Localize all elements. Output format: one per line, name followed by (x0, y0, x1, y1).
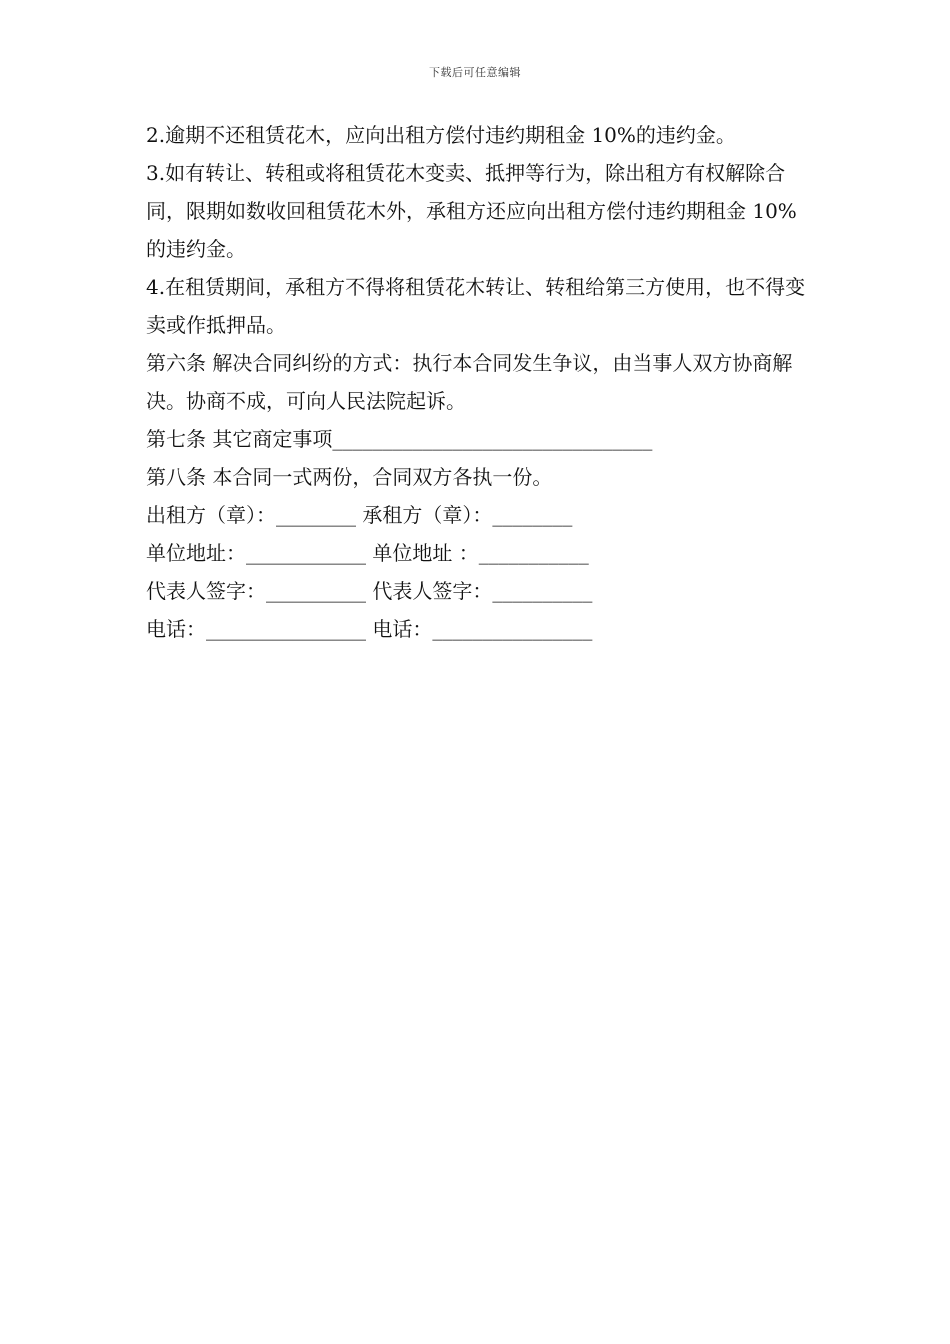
document-body (146, 116, 811, 648)
signature-representative-line: 代表人签字：__________ 代表人签字：__________ (146, 579, 593, 603)
signature-address-line: 单位地址：____________ 单位地址 ：___________ (146, 541, 589, 565)
signature-block (146, 496, 811, 648)
clause-item-3: 3.如有转让、转租或将租赁花木变卖、抵押等行为，除出租方有权解除合同，限期如数收回租赁花木外，承租方还应向出租方偿付违约期租金 10%的违约金。 (146, 161, 797, 261)
signature-seal-line: 出租方（章）：________ 承租方（章）：________ (146, 503, 573, 527)
article-6-dispute-resolution: 第六条 解决合同纠纷的方式：执行本合同发生争议，由当事人双方协商解决。协商不成，可向人民法院起诉。 (146, 351, 793, 413)
clause-item-2: 2.逾期不还租赁花木，应向出租方偿付违约期租金 10%的违约金。 (146, 123, 736, 147)
page-header-note: 下载后可任意编辑 (429, 66, 521, 79)
signature-phone-line: 电话：________________ 电话：________________ (146, 617, 593, 641)
clause-item-4: 4.在租赁期间，承租方不得将租赁花木转让、转租给第三方使用，也不得变卖或作抵押品。 (146, 275, 806, 337)
article-8-copies: 第八条 本合同一式两份，合同双方各执一份。 (146, 465, 553, 489)
article-7-other-matters: 第七条 其它商定事项________________________________ (146, 427, 653, 451)
